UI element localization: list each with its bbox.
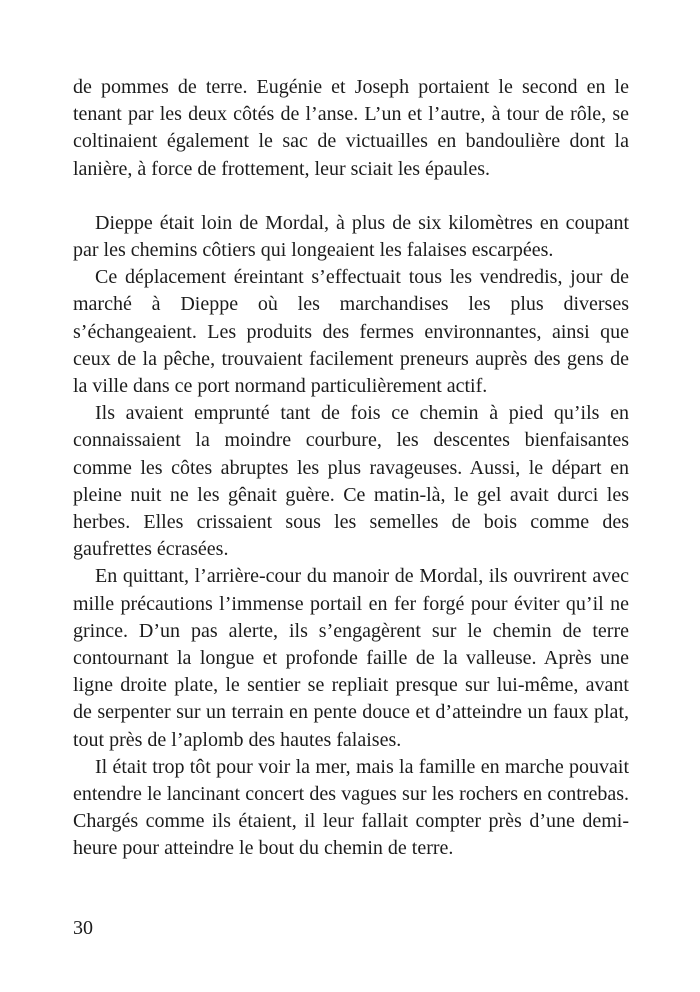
paragraph: Ils avaient emprunté tant de fois ce chemin à pied qu’ils en connaissaient la moindre courbure, les descentes bienfaisantes comme les côtes abruptes les plus ravageuses. Aussi, le départ en pleine nuit ne les gênait guère. Ce matin-là, le gel avait durci les herbes. Elles crissaient sous les semelles de bois comme des gaufrettes écrasées. [73,402,629,561]
paragraph: Dieppe était loin de Mordal, à plus de six kilomètres en coupant par les chemins côtiers qui longeaient les falaises escarpées. [73,211,629,262]
paragraph: Ce déplacement éreintant s’effectuait tous les vendredis, jour de marché à Dieppe où les marchandises les plus diverses s’échangeaient. Les produits des fermes environnantes, ainsi que ceux de la pêche, trouvaient facilement preneurs auprès des gens de la ville dans ce port normand particulièrement actif. [73,266,629,398]
section-break [73,183,629,210]
paragraph: Il était trop tôt pour voir la mer, mais la famille en marche pouvait entendre le lancinant concert des vagues sur les rochers en contrebas. Chargés comme ils étaient, il leur fallait compter près d’une demi-heure pour atteindre le bout du chemin de terre. [73,755,629,860]
paragraph-continuation: de pommes de terre. Eugénie et Joseph portaient le second en le tenant par les deux côtés de l’anse. L’un et l’autre, à tour de rôle, se coltinaient également le sac de victuailles en bandoulière dont la lanière, à force de frottement, leur sciait les épaules. [73,76,629,180]
page-body [73,74,629,863]
paragraph: En quittant, l’arrière-cour du manoir de Mordal, ils ouvrirent avec mille précautions l’immense portail en fer forgé pour éviter qu’il ne grince. D’un pas alerte, ils s’engagèrent sur le chemin de terre contournant la longue et profonde faille de la valleuse. Après une ligne droite plate, le sentier se repliait presque sur lui-même, avant de serpenter sur un terrain en pente douce et d’atteindre un faux plat, tout près de l’aplomb des hautes falaises. [73,565,629,751]
page-number: 30 [73,917,93,939]
